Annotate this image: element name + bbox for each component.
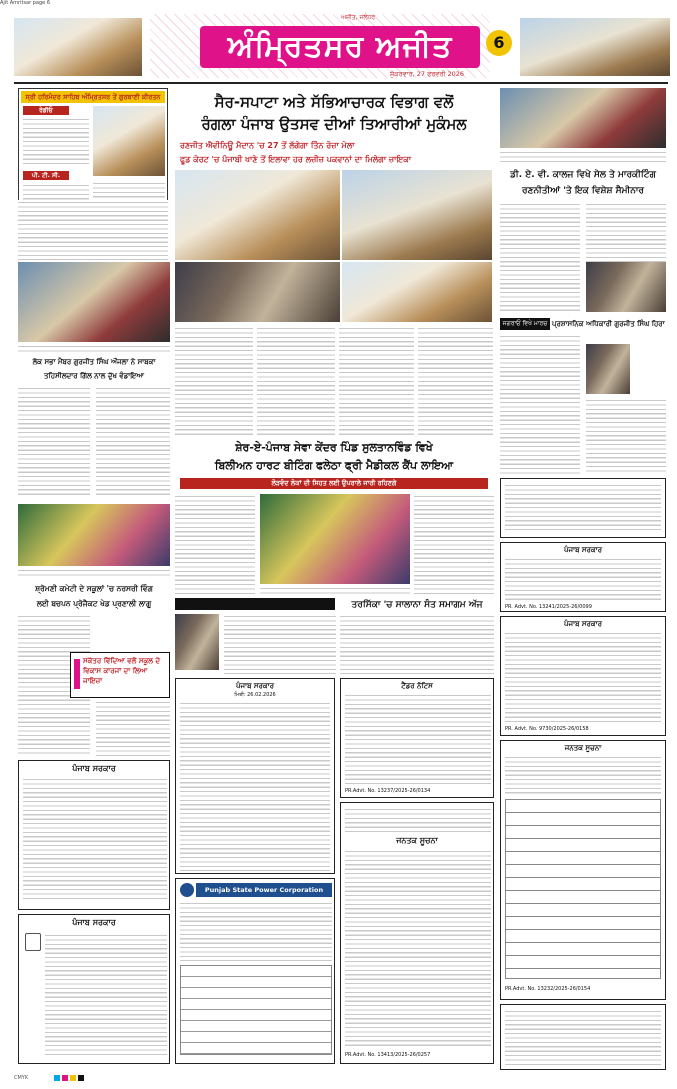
right-ad-2-ref: PR. Advt. No. 13241/2025-26/0099 xyxy=(505,604,592,610)
center-ad-pspcl xyxy=(175,878,335,1064)
left-ad-1 xyxy=(18,760,170,910)
center-ad-notice-ref: PR.Advt. No. 13237/2025-26/0134 xyxy=(345,788,431,794)
dav-headline-1: ਡੀ. ਏ. ਵੀ. ਕਾਲਜ ਵਿਖੇ ਸੇਲ ਤੇ ਮਾਰਕੀਟਿੰਗ xyxy=(510,170,656,180)
right-ad-4 xyxy=(500,740,666,1000)
ptc-label: ਪੀ. ਟੀ. ਸੀ. xyxy=(23,171,69,180)
center-ad-notice-title: ਟੈਂਡਰ ਨੋਟਿਸ xyxy=(401,682,433,690)
right-ad-4-table xyxy=(505,799,661,979)
left-ad-2-title: ਪੰਜਾਬ ਸਰਕਾਰ xyxy=(72,918,116,927)
mla-body-col1 xyxy=(18,386,90,498)
lead-body-col4 xyxy=(418,326,493,436)
lead-headline-1: ਸੈਰ-ਸਪਾਟਾ ਅਤੇ ਸੱਭਿਆਚਾਰਕ ਵਿਭਾਗ ਵਲੋਂ xyxy=(214,93,454,111)
right-ad-4-text xyxy=(505,755,661,795)
right-ad-4-title: ਜਨਤਕ ਸੂਚਨਾ xyxy=(564,744,602,752)
color-marks-label: CMYK xyxy=(14,1075,29,1081)
masthead-date: ਸ਼ੁੱਕਰਵਾਰ, 27 ਫਰਵਰੀ 2026 xyxy=(389,70,465,78)
mla-headline-2: ਤਹਿਸੀਲਦਾਰ ਗਿੱਲ ਨਾਲ ਦੁੱਖ ਵੰਡਾਇਆ xyxy=(44,372,144,380)
monument-image xyxy=(520,18,670,76)
left-brief-text xyxy=(18,200,168,260)
mla-caption xyxy=(18,344,170,354)
lead-body-col1 xyxy=(175,326,253,436)
left-ad-2 xyxy=(18,914,170,1064)
camp-body-col2 xyxy=(414,494,494,594)
camp-strap: ਲੋੜਵੰਦ ਲੋਕਾਂ ਦੀ ਸਿਹਤ ਲਈ ਉਪਰਾਲੇ ਜਾਰੀ ਰਹਿਣਗੇ xyxy=(180,478,488,489)
right-ad-1 xyxy=(500,478,666,538)
mla-body-col2 xyxy=(96,386,170,498)
masthead-title: ਅੰਮ੍ਰਿਤਸਰ ਅਜੀਤ xyxy=(200,26,480,68)
camp-caption xyxy=(260,586,410,594)
radio-label: ਰੇਡੀਓ xyxy=(23,106,69,115)
right-ad-2-title: ਪੰਜਾਬ ਸਰਕਾਰ xyxy=(563,546,602,554)
lead-headline-2: ਰੰਗਲਾ ਪੰਜਾਬ ਉਤਸਵ ਦੀਆਂ ਤਿਆਰੀਆਂ ਮੁਕੰਮਲ xyxy=(201,115,467,133)
smc-portrait xyxy=(586,344,630,394)
smc-body-col1 xyxy=(500,334,580,474)
dav-headline-2: ਰਣਨੀਤੀਆਂ 'ਤੇ ਇਕ ਵਿਸ਼ੇਸ਼ ਸੈਮੀਨਾਰ xyxy=(522,186,644,196)
lead-body-col3 xyxy=(339,326,414,436)
box-story xyxy=(70,652,170,698)
cyan-swatch xyxy=(54,1075,60,1081)
smc-kicker: ਜਗਰਾਓਂ ਵਿਖੇ ਮਾਰਚ xyxy=(500,318,550,330)
masthead xyxy=(0,8,677,80)
schools-photo xyxy=(18,504,170,566)
schools-headline-2: ਲਈ ਬਚਪਨ ਪ੍ਰੋਜੈਕਟ ਖੇਡ ਪ੍ਰਣਾਲੀ ਲਾਗੂ xyxy=(36,599,152,608)
yellow-swatch xyxy=(70,1075,76,1081)
obituary-headline xyxy=(175,598,335,610)
center-ad-janatak-text xyxy=(345,849,491,1049)
right-ad-2-text xyxy=(505,557,661,603)
print-slug: Ajit Amritsar page 6 xyxy=(0,0,51,6)
masthead-divider xyxy=(14,82,668,84)
lead-body-col2 xyxy=(257,326,335,436)
smc-body-col2 xyxy=(586,398,666,474)
mla-photo xyxy=(18,262,170,342)
right-ad-1-text xyxy=(505,483,661,533)
center-ad-janatak-title: ਜਨਤਕ ਸੂਚਨਾ xyxy=(396,836,438,845)
masthead-subtitle: ਅਜੀਤ, ਜਲੰਧਰ xyxy=(340,14,375,21)
center-ad-tender-text xyxy=(180,701,330,871)
center-ad-notice xyxy=(340,678,494,798)
right-ad-5 xyxy=(500,1004,666,1070)
right-ad-3 xyxy=(500,616,666,736)
schools-headline-1: ਸ਼੍ਰੋਮਣੀ ਕਮੇਟੀ ਦੇ ਸਕੂਲਾਂ 'ਚ ਨਰਸਰੀ ਵਿੰਗ xyxy=(35,584,153,593)
right-ad-5-text xyxy=(505,1009,661,1065)
magenta-swatch xyxy=(62,1075,68,1081)
right-ad-4-ref: PR.Advt. No. 13232/2025-26/0154 xyxy=(505,986,591,992)
black-swatch xyxy=(78,1075,84,1081)
pspcl-table xyxy=(180,965,332,1055)
pspcl-logo xyxy=(180,883,194,897)
lead-kicker-1: ਰਣਜੀਤ ਐਵੀਨਿਊ ਮੈਦਾਨ 'ਚ 27 ਤੋਂ ਲੱਗੇਗਾ ਤਿੰਨ ਰੋਜ਼ਾ ਮੇਲਾ xyxy=(180,141,355,150)
hukamnama-title: ਸ੍ਰੀ ਹਰਿਮੰਦਰ ਸਾਹਿਬ ਅੰਮ੍ਰਿਤਸਰ ਤੋਂ ਗੁਰਬਾਣੀ ਕੀਰਤਨ xyxy=(21,91,165,103)
lead-kicker-2: ਫੂਡ ਕੋਰਟ 'ਚ ਪੰਜਾਬੀ ਖਾਣੇ ਤੋਂ ਇਲਾਵਾ ਹਰ ਲਜ਼ੀਜ਼ ਪਕਵਾਨਾਂ ਦਾ ਮਿਲੇਗਾ ਜ਼ਾਇਕਾ xyxy=(180,155,412,164)
right-ad-3-title: ਪੰਜਾਬ ਸਰਕਾਰ xyxy=(563,620,602,628)
golden-temple-image xyxy=(14,18,142,76)
left-ad-2-text xyxy=(45,933,167,1055)
lead-photo-tent xyxy=(175,170,340,260)
lead-photo-ground xyxy=(342,170,492,260)
schools-body-col2 xyxy=(96,700,170,756)
box-story-headline: ਸਕੱਤਰ ਵਿੱਦਿਆ ਵਲੋਂ ਸਕੂਲ ਦੇ ਵਿਕਾਸ ਕਾਰਜਾਂ ਦਾ ਲਿਆ ਜਾਇਜ਼ਾ xyxy=(83,657,161,685)
camp-headline-1: ਸ਼ੇਰ-ਏ-ਪੰਜਾਬ ਸੇਵਾ ਕੇਂਦਰ ਪਿੰਡ ਸੁਲਤਾਨਵਿੰਡ ਵਿਖੇ xyxy=(235,441,433,454)
camp-body-col1 xyxy=(175,494,255,594)
dav-body-col1 xyxy=(500,202,580,312)
radio-schedule-text xyxy=(23,117,89,167)
dav-caption xyxy=(500,150,666,164)
dav-photo xyxy=(500,88,666,148)
right-ad-3-ref: PR. Advt. No. 9730/2025-26/0158 xyxy=(505,726,589,732)
program-headline: ਤਰਸਿੱਕਾ 'ਚ ਸਾਲਾਨਾ ਸੰਤ ਸਮਾਗਮ ਅੱਜ xyxy=(351,600,483,610)
program-body xyxy=(340,614,494,674)
harmandir-photo xyxy=(93,106,165,176)
print-color-bar xyxy=(14,1072,668,1084)
smc-headline: ਪ੍ਰਸ਼ਾਸਨਿਕ ਅਧਿਕਾਰੀ ਗੁਰਜੀਤ ਸਿੰਘ ਹਿਰਾ xyxy=(552,320,665,328)
left-ad-2-emblem xyxy=(25,933,41,951)
obituary-portrait xyxy=(175,614,219,670)
left-ad-1-text xyxy=(23,777,167,901)
box-story-marker xyxy=(74,659,80,689)
center-ad-notice-text xyxy=(345,693,491,785)
lead-photo-stalls xyxy=(175,262,340,322)
dav-inline-photo xyxy=(586,262,666,312)
camp-headline-2: ਬਿਲੀਅਨ ਹਾਰਟ ਬੀਟਿੰਗ ਫਲੇਠਾ ਫ੍ਰੀ ਮੈਡੀਕਲ ਕੈਂਪ ਲਾਇਆ xyxy=(214,459,454,472)
pspcl-text xyxy=(180,901,332,961)
right-ad-2 xyxy=(500,542,666,612)
center-ad-tender-date: ਮਿਤੀ: 26.02.2026 xyxy=(234,692,276,698)
center-ad-tender xyxy=(175,678,335,874)
camp-photo xyxy=(260,494,410,584)
center-ad-tender-title: ਪੰਜਾਬ ਸਰਕਾਰ xyxy=(235,682,274,690)
lead-photo-hut xyxy=(342,262,492,322)
center-ad-janatak-header xyxy=(345,807,491,833)
center-ad-janatak xyxy=(340,802,494,1064)
pspcl-title: Punjab State Power Corporation xyxy=(196,883,332,897)
right-ad-3-text xyxy=(505,631,661,723)
mla-headline-1: ਲੋਕ ਸਭਾ ਮੈਂਬਰ ਗੁਰਜੀਤ ਸਿੰਘ ਔਜਲਾ ਨੇ ਸਾਬਕਾ xyxy=(32,358,156,366)
center-ad-janatak-ref: PR.Advt. No. 13413/2025-26/0257 xyxy=(345,1052,431,1058)
schools-caption xyxy=(18,568,170,578)
obituary-body xyxy=(224,614,336,674)
left-ad-1-title: ਪੰਜਾਬ ਸਰਕਾਰ xyxy=(72,764,116,773)
page-number: 6 xyxy=(486,30,512,56)
